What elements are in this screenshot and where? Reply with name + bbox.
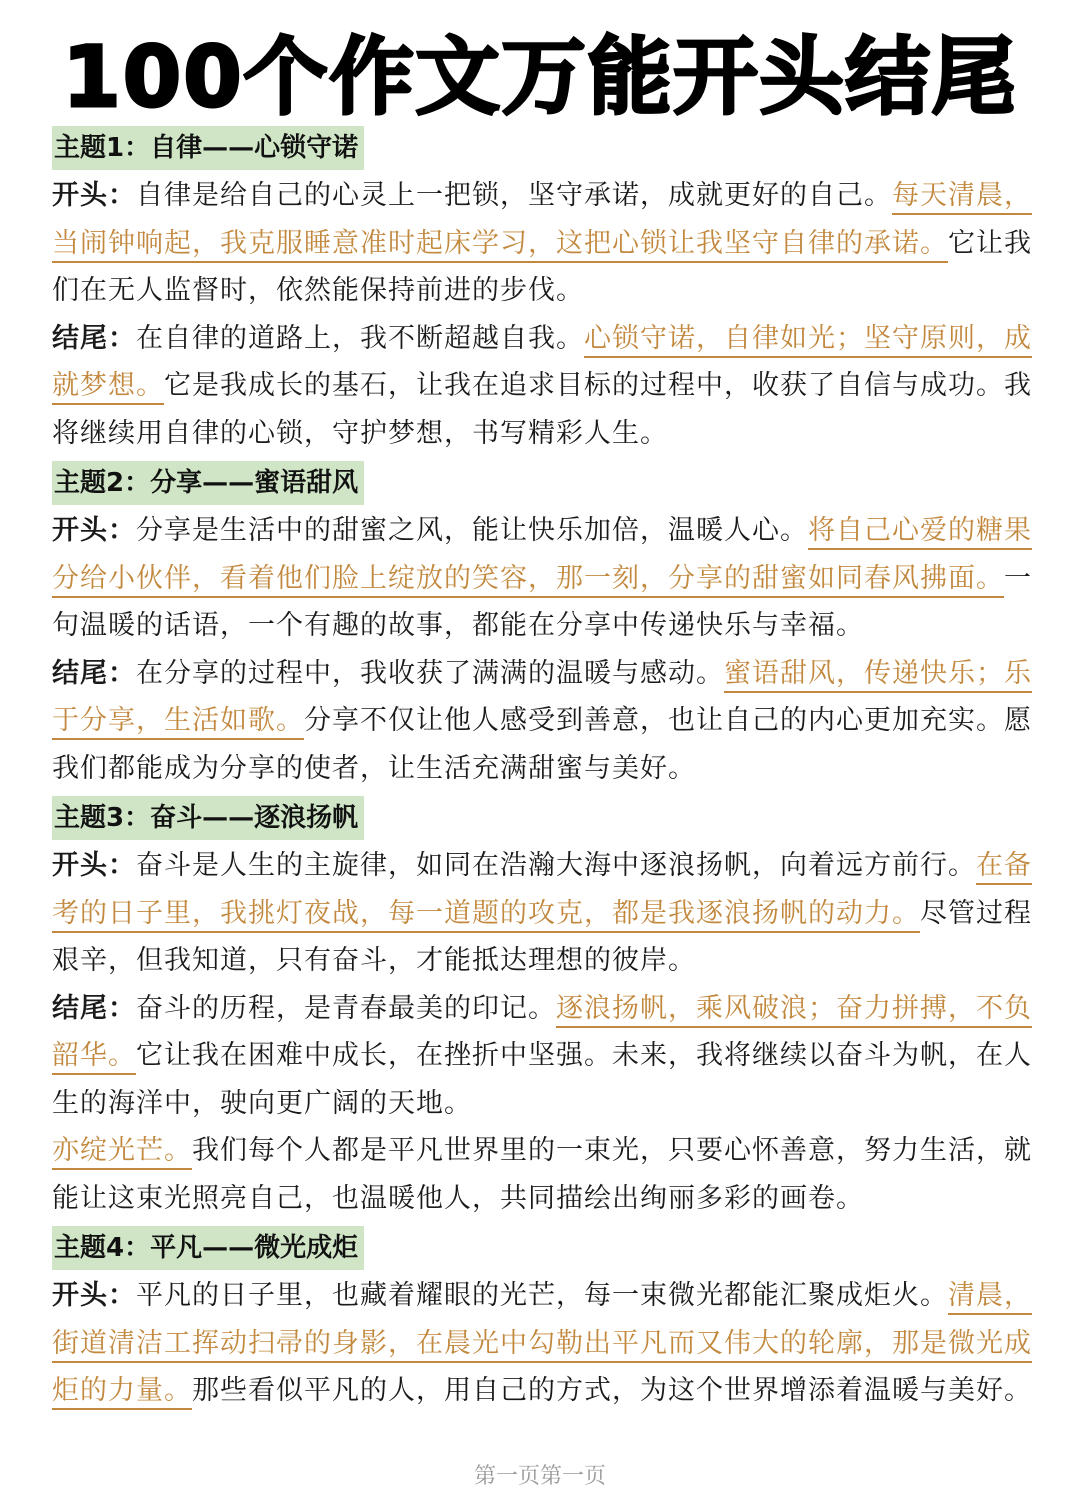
ending-text-continued: 它让我在困难中成长，在挫折中坚强。未来，我将继续以奋斗为帆，在人生的海洋中，驶向更广阔的天地。 [52, 1040, 1032, 1119]
topic-heading: 主题2：分享——蜜语甜风 [52, 461, 364, 505]
extra-highlight: 亦绽光芒。 [52, 1135, 192, 1170]
opening-label: 开头： [52, 180, 136, 211]
topic-heading: 主题3：奋斗——逐浪扬帆 [52, 796, 364, 840]
opening-highlight: 每天清晨，当闹钟响起，我克服睡意准时起床学习，这把心锁让我坚守自律的承诺。 [52, 180, 1032, 263]
opening-label: 开头： [52, 850, 136, 881]
ending-text-continued: 它是我成长的基石，让我在追求目标的过程中，收获了自信与成功。我将继续用自律的心锁，守护梦想，书写精彩人生。 [52, 370, 1032, 449]
opening-label: 开头： [52, 1280, 136, 1311]
opening-text: 自律是给自己的心灵上一把锁，坚守承诺，成就更好的自己。 [136, 180, 892, 211]
topic-heading: 主题4：平凡——微光成炬 [52, 1226, 364, 1270]
extra-paragraph [52, 1127, 1032, 1222]
opening-highlight: 将自己心爱的糖果分给小伙伴，看着他们脸上绽放的笑容，那一刻，分享的甜蜜如同春风拂面。 [52, 515, 1032, 598]
opening-highlight: 在备考的日子里，我挑灯夜战，每一道题的攻克，都是我逐浪扬帆的动力。 [52, 850, 1032, 933]
topic-heading: 主题1：自律——心锁守诺 [52, 126, 364, 170]
opening-text: 分享是生活中的甜蜜之风，能让快乐加倍，温暖人心。 [136, 515, 808, 546]
opening-paragraph [52, 1272, 1032, 1415]
ending-text: 在自律的道路上，我不断超越自我。 [136, 322, 584, 354]
ending-highlight: 逐浪扬帆，乘风破浪；奋力拼搏，不负韶华。 [52, 993, 1032, 1076]
opening-highlight: 清晨，街道清洁工挥动扫帚的身影，在晨光中勾勒出平凡而又伟大的轮廓，那是微光成炬的力量。 [52, 1280, 1032, 1410]
ending-paragraph [52, 985, 1032, 1128]
opening-paragraph [52, 172, 1032, 315]
ending-label: 结尾： [52, 657, 136, 689]
content [52, 122, 1032, 1415]
section-3 [52, 792, 1032, 1222]
ending-paragraph [52, 650, 1032, 793]
opening-text-continued: 尽管过程艰辛，但我知道，只有奋斗，才能抵达理想的彼岸。 [52, 897, 1032, 976]
opening-text-continued: 它让我们在无人监督时，依然能保持前进的步伐。 [52, 227, 1032, 306]
opening-paragraph [52, 842, 1032, 985]
extra-text: 我们每个人都是平凡世界里的一束光，只要心怀善意，努力生活，就能让这束光照亮自己，也温暖他人，共同描绘出绚丽多彩的画卷。 [52, 1135, 1032, 1214]
ending-label: 结尾： [52, 992, 136, 1024]
opening-text-continued: 那些看似平凡的人，用自己的方式，为这个世界增添着温暖与美好。 [192, 1375, 1032, 1406]
section-2 [52, 457, 1032, 792]
page-title: 100个作文万能开头结尾 [62, 28, 1018, 126]
section-4 [52, 1222, 1032, 1415]
opening-paragraph [52, 507, 1032, 650]
ending-paragraph [52, 315, 1032, 458]
page-footer: 第一页第一页 [473, 1464, 606, 1489]
opening-label: 开头： [52, 515, 136, 546]
ending-text-continued: 分享不仅让他人感受到善意，也让自己的内心更加充实。愿我们都能成为分享的使者，让生活充满甜蜜与美好。 [52, 705, 1032, 784]
ending-text: 奋斗的历程，是青春最美的印记。 [136, 992, 556, 1024]
section-1 [52, 122, 1032, 457]
ending-text: 在分享的过程中，我收获了满满的温暖与感动。 [136, 657, 724, 689]
ending-highlight: 心锁守诺，自律如光；坚守原则，成就梦想。 [52, 323, 1032, 406]
opening-text: 奋斗是人生的主旋律，如同在浩瀚大海中逐浪扬帆，向着远方前行。 [136, 850, 976, 881]
ending-label: 结尾： [52, 322, 136, 354]
opening-text: 平凡的日子里，也藏着耀眼的光芒，每一束微光都能汇聚成炬火。 [136, 1280, 948, 1311]
opening-text-continued: 一句温暖的话语，一个有趣的故事，都能在分享中传递快乐与幸福。 [52, 562, 1032, 641]
ending-highlight: 蜜语甜风，传递快乐；乐于分享，生活如歌。 [52, 658, 1032, 741]
